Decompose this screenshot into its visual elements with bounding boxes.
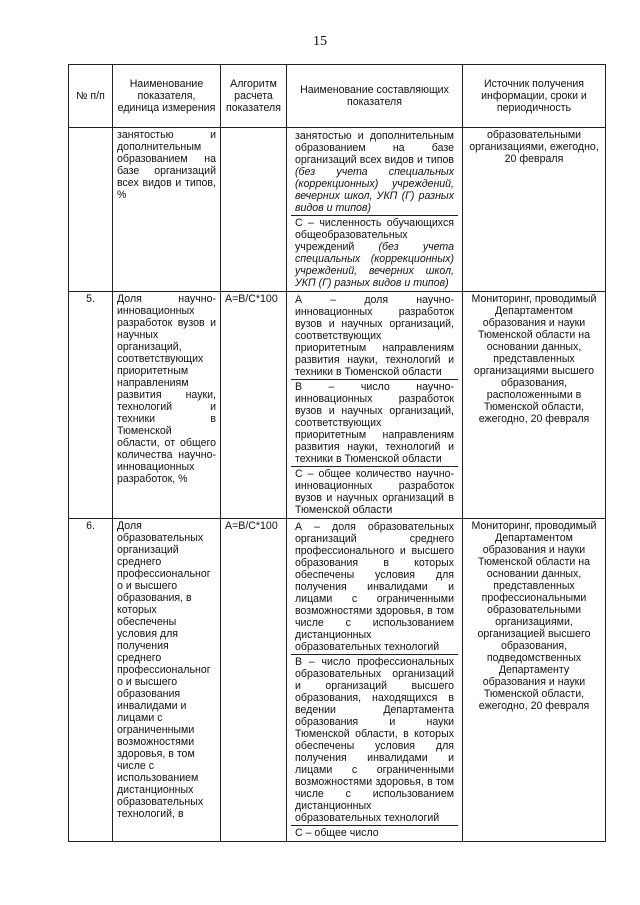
component-c: С – общее количество научно-инновационных разработок вузов и научных организаций в Тюменской области	[295, 468, 454, 516]
cell-source: Мониторинг, проводимый Департаментом образования и науки Тюменской области на основании данных, представленных профессиональными образовательными организациями, организацией высшего образования, подведомственных Департаменту образования и науки Тюменской области, ежегодно, 20 февраля	[463, 519, 606, 842]
component-c	[291, 216, 458, 290]
header-num: № п/п	[69, 65, 113, 128]
component-c: С – общее число	[295, 827, 379, 839]
indicators-table	[68, 64, 606, 842]
cell-num	[69, 128, 113, 292]
component-b: В – число профессиональных образовательных организаций и организаций высшего образования, находящихся в ведении Департамента образования и науки Тюменской области, в которых обеспечены условия для получения инвалидами и лицами с ограниченными возможностями здоровья, в том числе с использованием дистанционных образовательных технологий	[291, 655, 458, 826]
cell-name: Доля образовательных организаций среднего профессиональног о и высшего образования, в которых обеспечены условия для получения среднего профессиональног о и высшего образования инвалидами и лицами с ограниченными возможностями здоровья, в том числе с использованием дистанционных образовательных технологий, в	[113, 519, 221, 842]
component-c-note: (без учета специальных (коррекционных) учреждений, вечерних школ, УКП (Г) разных видов и типов)	[295, 241, 454, 289]
cell-name: занятостью и дополнительным образованием на базе организаций всех видов и типов, %	[113, 128, 221, 292]
header-algo: Алгоритм расчета показателя	[221, 65, 287, 128]
page-number: 15	[313, 34, 327, 49]
table-row-6	[69, 519, 606, 842]
cell-components	[287, 519, 463, 842]
cell-algo	[221, 128, 287, 292]
cell-components	[287, 128, 463, 292]
component-a-text: занятостью и дополнительным образованием на базе организаций всех видов и типов	[295, 130, 454, 166]
component-a: А – доля научно-инновационных разработок вузов и научных организаций, соответствующих приоритетным направлениям развития науки, технологий и техники в Тюменской области	[291, 293, 458, 380]
cell-components	[287, 292, 463, 519]
cell-source: Мониторинг, проводимый Департаментом образования и науки Тюменской области на основании данных, представленных организациями высшего образования, расположенными в Тюменской области, ежегодно, 20 февраля	[463, 292, 606, 519]
table-row-continued	[69, 128, 606, 292]
table-row-5	[69, 292, 606, 519]
table-header-row	[69, 65, 606, 128]
cell-num: 5.	[69, 292, 113, 519]
component-a-note: (без учета специальных (коррекционных) учреждений, вечерних школ, УКП (Г) разных видов и типов)	[295, 166, 454, 214]
cell-algo: A=B/C*100	[221, 519, 287, 842]
component-c-text: С – численность обучающихся общеобразовательных учреждений	[295, 217, 454, 253]
cell-algo: A=B/C*100	[221, 292, 287, 519]
cell-source: образовательными организациями, ежегодно, 20 февраля	[463, 128, 606, 292]
header-source: Источник получения информации, сроки и периодичность	[463, 65, 606, 128]
header-components: Наименование составляющих показателя	[287, 65, 463, 128]
component-a	[291, 129, 458, 216]
cell-num: 6.	[69, 519, 113, 842]
cell-name: Доля научно-инновационных разработок вузов и научных организаций, соответствующих приоритетным направлениям развития науки, технологий и техники в Тюменской области, от общего количества научно-инновационных разработок, %	[113, 292, 221, 519]
header-name: Наименование показателя, единица измерения	[113, 65, 221, 128]
component-b: В – число научно-инновационных разработок вузов и научных организаций, соответствующих приоритетным направлениям развития науки, технологий и техники в Тюменской области	[291, 380, 458, 467]
component-a: А – доля образовательных организаций среднего профессионального и высшего образования в которых обеспечены условия для получения инвалидами и лицами с ограниченными возможностями здоровья, в том числе с использованием дистанционных образовательных технологий	[291, 520, 458, 655]
